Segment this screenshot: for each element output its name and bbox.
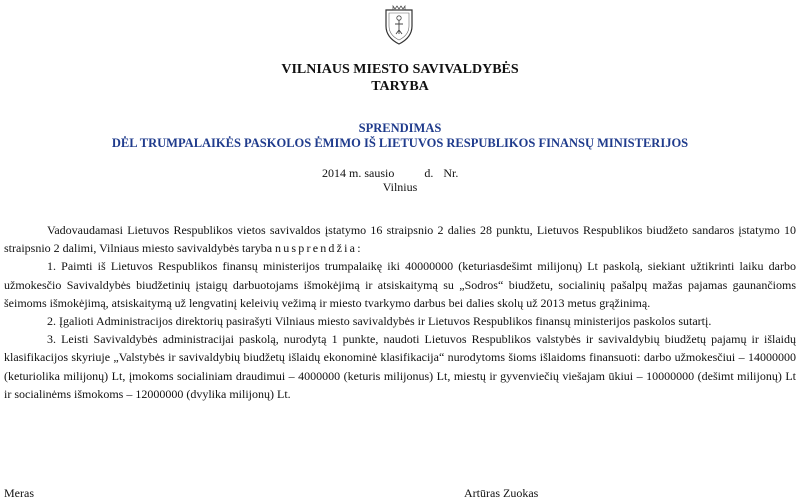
document-type: SPRENDIMAS — [358, 121, 442, 135]
city: Vilnius — [382, 180, 418, 194]
intro-text: Vadovaudamasi Lietuvos Respublikos vietos savivaldos įstatymo 16 straipsnio 2 dalies 28 punktu, Lietuvos Respublikos biudžeto sandaros įstatymo 10 straipsnio 2 dalimi, Vilniaus miesto savivaldybės taryba — [4, 223, 796, 256]
organization-body: TARYBA — [371, 79, 429, 94]
coat-of-arms-icon — [382, 4, 416, 46]
document-body — [4, 221, 796, 403]
signatory-title: Meras — [4, 486, 34, 500]
date-text: 2014 m. sausio — [322, 166, 395, 180]
document-title: DĖL TRUMPALAIKĖS PASKOLOS ĖMIMO IŠ LIETUVOS RESPUBLIKOS FINANSŲ MINISTERIJOS — [111, 136, 689, 150]
day-label: d. — [424, 166, 434, 180]
decision-item-3: 3. Leisti Savivaldybės administracijai paskolą, nurodytą 1 punkte, naudoti Lietuvos Respublikos valstybės ir savivaldybių biudžetų pajamų ir išlaidų klasifikacijos skyriuje „Valstybės ir savivaldybių biudžetų išlaidų ekonominė klasifikacija“ nurodytoms šioms išlaidoms finansuoti: darbo užmokesčiui – 14000000 (keturiolika milijonų) Lt, įmokoms socialiniam draudimui – 4000000 (keturis milijonus) Lt, miestų ir gyvenviečių viešajam ūkiui – 10000000 (dešimt milijonų) Lt ir socialinėms išmokoms – 12000000 (dvylika milijonų) Lt. — [4, 332, 796, 401]
date-line — [322, 166, 458, 181]
decision-item-2: 2. Įgalioti Administracijos direktorių pasirašyti Vilniaus miesto savivaldybės ir Lietuvos Respublikos finansų ministerijos paskolos sutartį. — [47, 314, 712, 329]
signatory-name: Artūras Zuokas — [464, 486, 539, 500]
decision-item-1: 1. Paimti iš Lietuvos Respublikos finansų ministerijos trumpalaikę iki 40000000 (keturiasdešimt milijonų) Lt paskolą, siekiant užtikrinti laiku darbo užmokesčio Savivaldybės biudžetinių įstaigų darbuotojams išmokėjimą ir atsiskaitymą su „Sodros“ biudžetu, socialinių pašalpų mažas pajamas gaunančioms šeimoms išmokėjimą, atsiskaitymą už lengvatinį keleivių vežimą ir miesto tvarkymo darbus bei dalies skolų už 2013 metus grąžinimą. — [4, 259, 796, 310]
number-label: Nr. — [443, 166, 459, 180]
decision-word: nusprendžia — [275, 241, 358, 256]
organization-name: VILNIAUS MIESTO SAVIVALDYBĖS — [281, 62, 519, 77]
intro-colon: : — [357, 241, 361, 256]
intro-paragraph — [4, 221, 796, 257]
